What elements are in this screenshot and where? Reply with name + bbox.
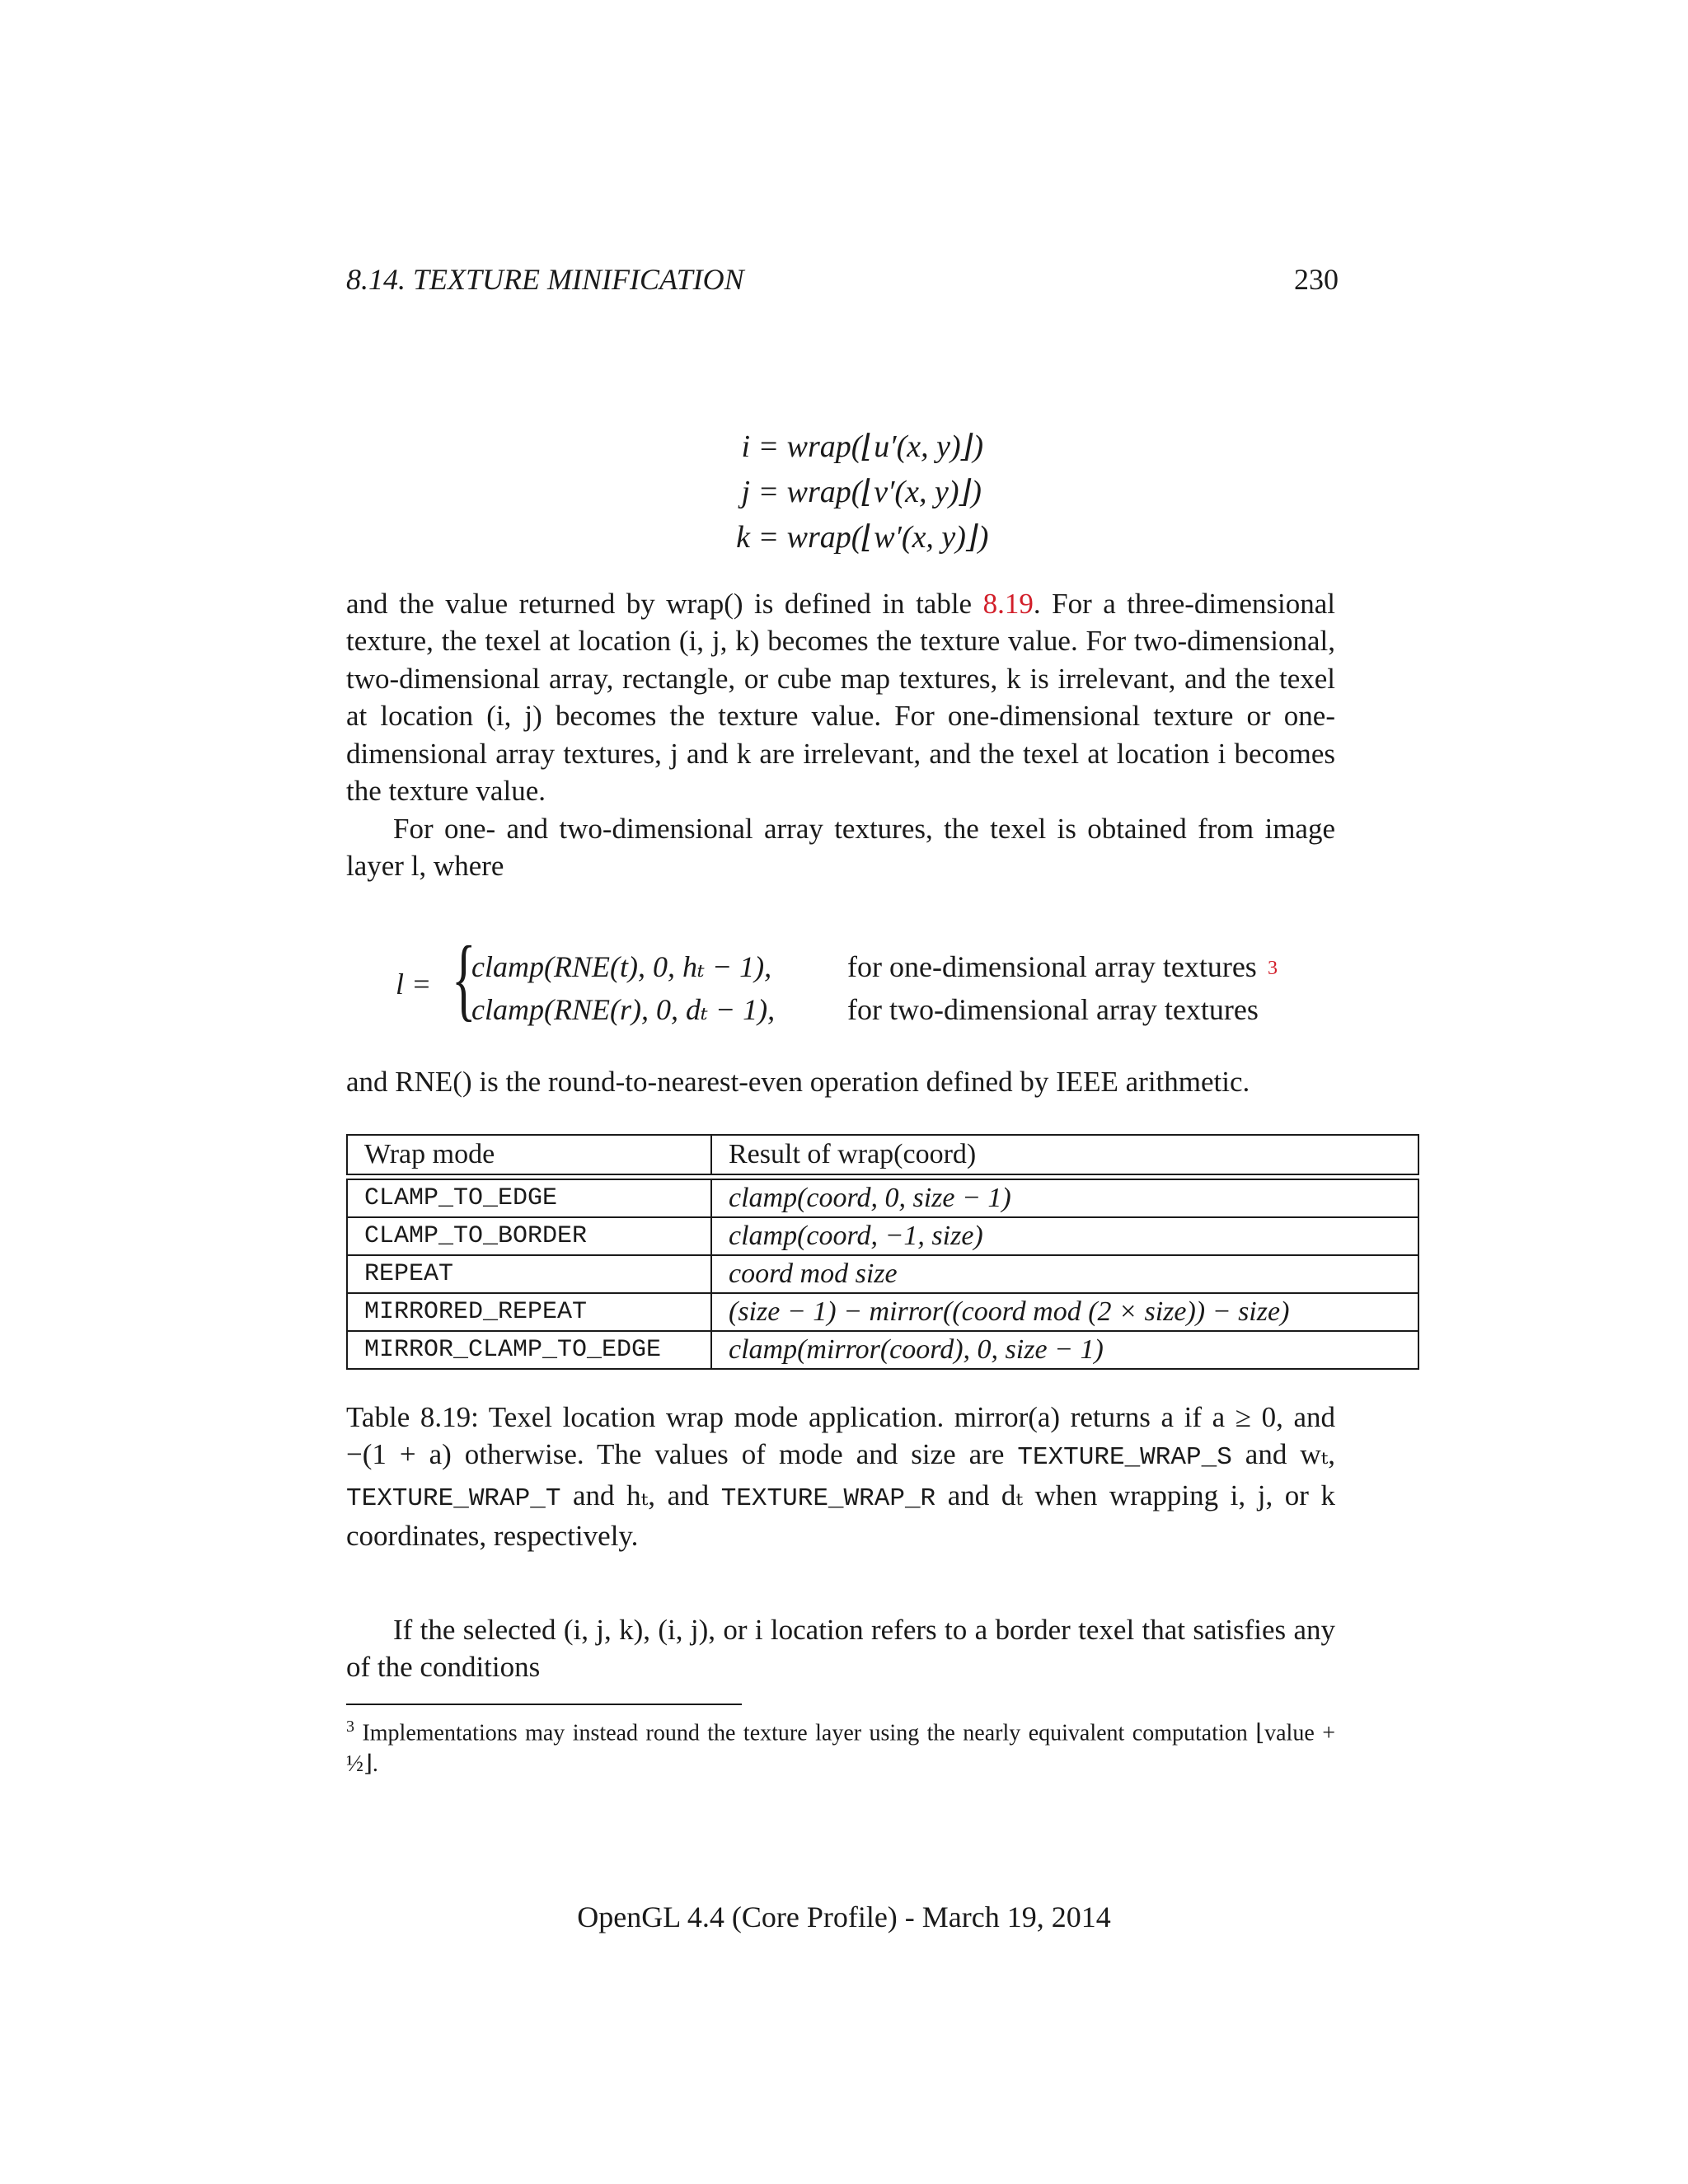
equation-lhs: k — [736, 520, 750, 555]
layer-equation — [346, 928, 1335, 1030]
caption-code: TEXTURE_WRAP_R — [720, 1483, 936, 1513]
paragraph-array-layer: For one- and two-dimensional array textures, the texel is obtained from image layer l, where — [346, 813, 1335, 883]
coordinate-equations — [701, 424, 988, 560]
footnote-text: Implementations may instead round the texture layer using the nearly equivalent computation ⌊value + ½⌋. — [346, 1720, 1335, 1778]
table-cell-mode: CLAMP_TO_BORDER — [347, 1217, 711, 1255]
equation-lhs: j — [741, 475, 750, 509]
wrap-mode-table — [346, 1134, 1419, 1370]
layer-case-1-expression: clamp(RNE(t), 0, hₜ − 1), — [471, 950, 772, 983]
table-row — [347, 1331, 1418, 1369]
table-reference-link[interactable]: 8.19 — [982, 588, 1034, 620]
table-caption — [346, 1399, 1335, 1555]
equation-rhs: = wrap(⌊u′(x, y)⌋) — [757, 429, 984, 464]
table-cell-mode: MIRRORED_REPEAT — [347, 1293, 711, 1331]
equation-rhs: = wrap(⌊w′(x, y)⌋) — [757, 520, 989, 555]
page-number: 230 — [1294, 263, 1339, 296]
footnote-mark-link[interactable]: 3 — [1268, 958, 1278, 979]
left-brace-symbol: { — [452, 928, 476, 1030]
table-cell-result: clamp(coord, 0, size − 1) — [711, 1179, 1418, 1217]
table-row — [347, 1179, 1418, 1217]
table-cell-mode: MIRROR_CLAMP_TO_EDGE — [347, 1331, 711, 1369]
page-footer: OpenGL 4.4 (Core Profile) - March 19, 2014 — [577, 1900, 1111, 1933]
footnote-number: 3 — [346, 1718, 354, 1736]
equation-j — [701, 470, 988, 515]
table-cell-mode: REPEAT — [347, 1255, 711, 1293]
table-header-cell: Wrap mode — [347, 1135, 711, 1174]
table-cell-result: (size − 1) − mirror((coord mod (2 × size)) − size) — [711, 1293, 1418, 1331]
equation-k — [701, 515, 988, 560]
paragraph-border-texel: If the selected (i, j, k), (i, j), or i location refers to a border texel that satisfies any of the conditions — [346, 1614, 1335, 1684]
paragraph-wrap-definition — [346, 585, 1335, 809]
footnote-divider — [346, 1704, 742, 1705]
caption-text: Table 8.19: Texel location wrap mode application. mirror(a) returns a if a ≥ 0, and −(1 + a) otherwise. The values of mode and size are — [346, 1401, 1335, 1471]
table-row — [347, 1217, 1418, 1255]
table-row — [347, 1293, 1418, 1331]
table-cell-mode: CLAMP_TO_EDGE — [347, 1179, 711, 1217]
table-cell-result: clamp(coord, −1, size) — [711, 1217, 1418, 1255]
table-header-cell: Result of wrap(coord) — [711, 1135, 1418, 1174]
footnote — [346, 1711, 1335, 1780]
layer-case-2-condition: for two-dimensional array textures — [847, 993, 1259, 1026]
caption-code: TEXTURE_WRAP_S — [1017, 1443, 1232, 1473]
caption-text: and hₜ, and — [560, 1479, 721, 1511]
caption-code: TEXTURE_WRAP_T — [346, 1483, 561, 1513]
equation-i — [701, 424, 988, 470]
caption-text: and dₜ when wrapping i, j, or k coordinates, respectively. — [346, 1479, 1335, 1553]
table-row — [347, 1255, 1418, 1293]
equation-lhs: i — [741, 429, 750, 464]
layer-case-2-expression: clamp(RNE(r), 0, dₜ − 1), — [471, 993, 776, 1026]
paragraph-rne: and RNE() is the round-to-nearest-even operation defined by IEEE arithmetic. — [346, 1066, 1250, 1098]
table-cell-result: coord mod size — [711, 1255, 1418, 1293]
layer-equation-lhs: l = — [396, 968, 432, 1001]
paragraph-text: and the value returned by wrap() is defined in table — [346, 588, 983, 620]
equation-rhs: = wrap(⌊v′(x, y)⌋) — [757, 475, 982, 509]
running-header-section: 8.14. TEXTURE MINIFICATION — [346, 263, 744, 296]
caption-text: and wₜ, — [1231, 1438, 1335, 1471]
layer-case-1-condition: for one-dimensional array textures — [847, 950, 1257, 983]
table-cell-result: clamp(mirror(coord), 0, size − 1) — [711, 1331, 1418, 1369]
table-header-row — [347, 1135, 1418, 1174]
paragraph-text: . For a three-dimensional texture, the texel at location (i, j, k) becomes the texture value. For two-dimensional, two-dimensional array, rectangle, or cube map textures, k is irrelevant, and the texel at location (i, j) becomes the texture value. For one-dimensional texture or one-dimensional array textures, j and k are irrelevant, and the texel at location i becomes the texture value. — [346, 588, 1335, 808]
